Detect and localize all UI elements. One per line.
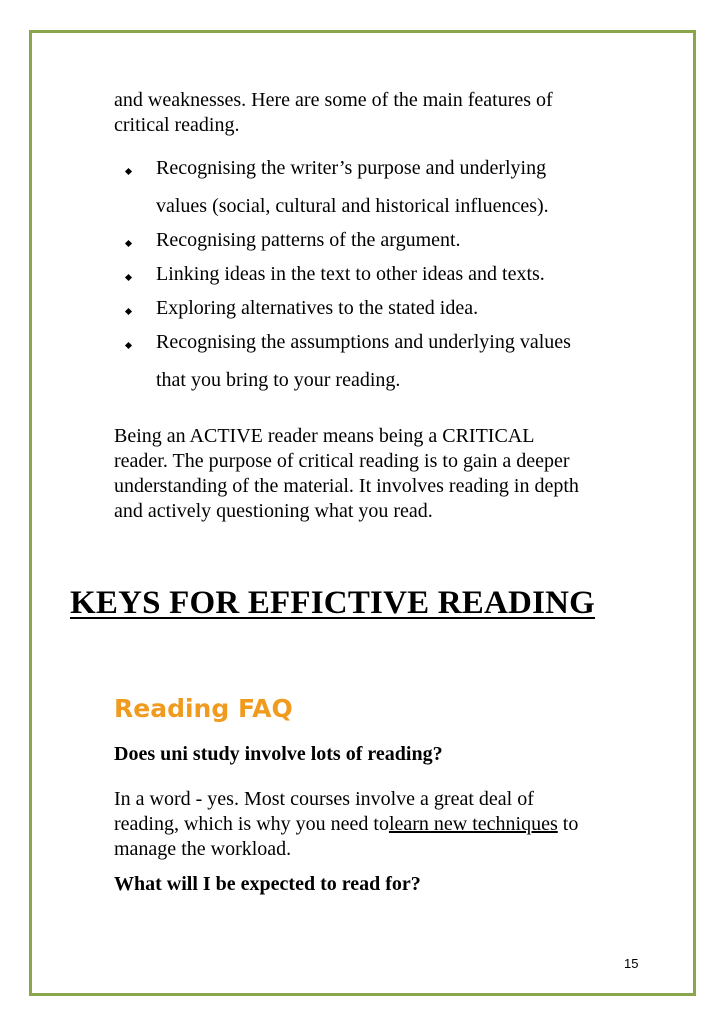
list-item — [122, 156, 571, 218]
critical-reading-features-list — [122, 156, 571, 402]
list-item — [122, 330, 571, 392]
diamond-bullet-icon — [125, 168, 132, 175]
intro-line-1: and weaknesses. Here are some of the main features of — [114, 89, 553, 111]
section-heading: KEYS FOR EFFICTIVE READING — [70, 585, 596, 621]
learn-new-techniques-link[interactable]: learn new techniques — [388, 813, 558, 835]
intro-paragraph — [114, 88, 553, 138]
list-item-text: Recognising the assumptions and underlying values — [156, 331, 571, 353]
faq-answer-line-2 — [114, 812, 578, 837]
active-reader-paragraph — [114, 424, 579, 524]
active-reader-line-1: Being an ACTIVE reader means being a CRITICAL — [114, 425, 535, 447]
active-reader-line-3: understanding of the material. It involves reading in depth — [114, 475, 579, 497]
list-item-text: Recognising patterns of the argument. — [156, 229, 461, 251]
faq-answer-text: to — [557, 813, 579, 835]
diamond-bullet-icon — [125, 308, 132, 315]
faq-answer-1 — [114, 787, 578, 862]
faq-answer-line-1: In a word - yes. Most courses involve a great deal of — [114, 788, 534, 810]
list-item-text: Linking ideas in the text to other ideas and texts. — [156, 263, 545, 285]
active-reader-line-2: reader. The purpose of critical reading is to gain a deeper — [114, 450, 570, 472]
intro-line-2: critical reading. — [114, 114, 240, 136]
list-item-text: Exploring alternatives to the stated idea. — [156, 297, 479, 319]
active-reader-line-4: and actively questioning what you read. — [114, 500, 433, 522]
faq-answer-line-3: manage the workload. — [114, 838, 292, 860]
diamond-bullet-icon — [125, 240, 132, 247]
list-item — [122, 262, 571, 286]
faq-question-2: What will I be expected to read for? — [114, 873, 421, 895]
list-item-text: Recognising the writer’s purpose and underlying — [156, 157, 547, 179]
list-item — [122, 228, 571, 252]
diamond-bullet-icon — [125, 342, 132, 349]
list-item-text-continued: values (social, cultural and historical influences). — [156, 195, 549, 217]
faq-heading: Reading FAQ — [114, 694, 293, 723]
list-item — [122, 296, 571, 320]
diamond-bullet-icon — [125, 274, 132, 281]
faq-answer-text: reading, which is why you need to — [114, 813, 389, 835]
faq-question-1: Does uni study involve lots of reading? — [114, 743, 443, 765]
list-item-text-continued: that you bring to your reading. — [156, 369, 401, 391]
page-number: 15 — [624, 956, 639, 971]
